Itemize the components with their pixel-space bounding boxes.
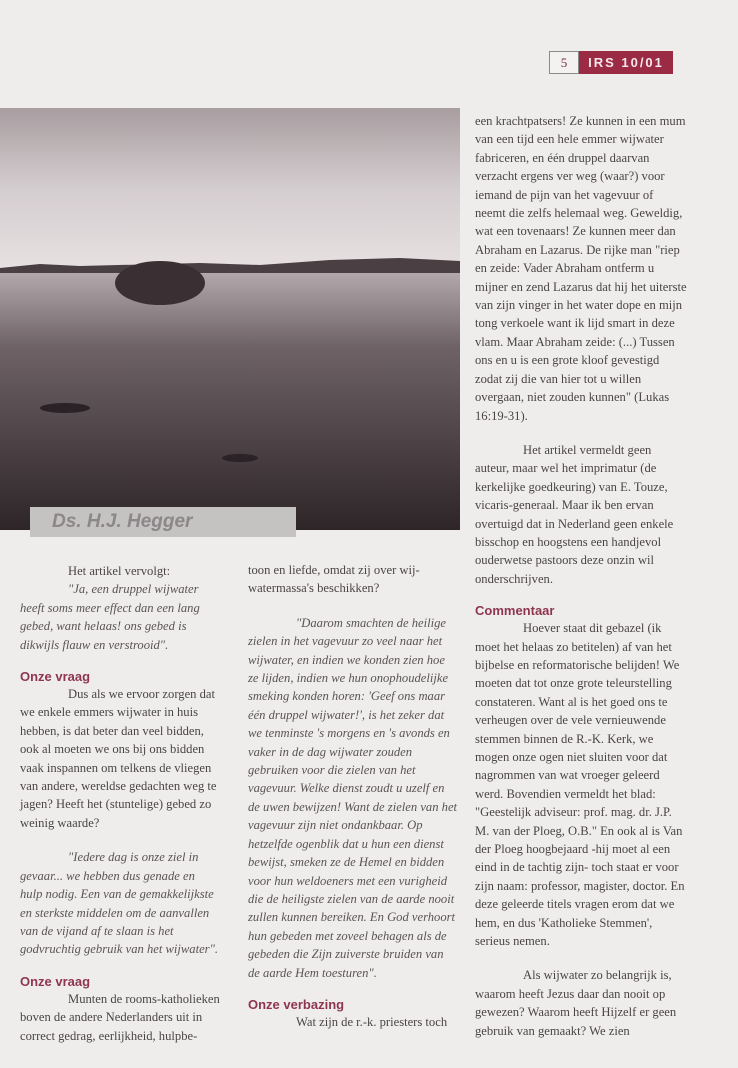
quote: "Daarom smachten de heilige zielen in het vagevuur zo veel naar het wijwater, en indien we konden zien hoe ze lijden, indien we hun onophoudelijke smeking konden horen: 'Geef ons maar één druppel wijwater!', is het zeker dat we tenminste 's morgens en 's avonds en vaker in de dag wijwater zouden gebruiken voor die zielen van het vagevuur. Welke dienst zoudt u uzelf en de uwen bewijzen! Want de zielen van het vagevuur zijn niet ondankbaar. Op hetzelfde ogenblik dat u hun een dienst bewijst, smeken ze de Hemel en bidden voor hun weldoeners met een vurigheid die de heiligste zielen van de aarde nooit zullen kunnen bereiken. En God verhoort hun gebeden met zoveel behagen als de gebeden die Zijn zuiverste bruiden van de aarde Hem toesturen". — [248, 615, 458, 980]
section-heading: Onze verbazing — [248, 996, 345, 1012]
column-right — [475, 112, 687, 1040]
photo-caption: Ds. H.J. Hegger — [30, 507, 296, 537]
paragraph: Het artikel vervolgt: — [68, 564, 171, 578]
paragraph: Hoever staat dit gebazel (ik moet het helaas zo betitelen) af van het bijbelse en reformatorische belijden! We moeten dat tot onze grote teleurstelling constateren. Want al is het goed ons te verheugen over de vele vernieuwende stemmen binnen de R.-K. Kerk, we mogen onze ogen niet sluiten voor dat nagrommen van wat vroeger geleerd werd. Bovendien vermeldt het blad: "Geestelijk adviseur: prof. mag. dr. J.P. M. van der Ploeg, O.B." En ook al is Van der Ploeg hoogbejaard -hij moet al een eind in de tachtig zijn- toch staat er voor zijn naam: professor, magister, doctor. En deze geleerde titels vragen erom dat we hem, en dus 'Katholieke Stemmen', serieus nemen. — [475, 621, 685, 949]
page-number: 5 — [549, 51, 579, 74]
paragraph: Munten de rooms-katholieken boven de andere Nederlanders uit in correct gedrag, eerlijkheid, hulpbe- — [20, 991, 220, 1043]
paragraph: Wat zijn de r.-k. priesters toch — [296, 1014, 448, 1029]
paragraph: Dus als we ervoor zorgen dat we enkele emmers wijwater in huis hebben, is dat beter dan veel bidden, ook al moeten we ons bij ons bidden vaak inspannen om telkens de vliegen van andere, wereldse gedachten weg te jagen? Heeft het (stuntelige) gebed zo weinig waarde? — [20, 687, 217, 830]
flood-landscape-photo — [0, 108, 460, 530]
section-heading: Onze vraag — [20, 669, 91, 685]
section-heading: Onze vraag — [20, 973, 91, 989]
paragraph: toon en liefde, omdat zij over wij-watermassa's beschikken? — [248, 563, 420, 596]
section-heading: Commentaar — [475, 603, 555, 619]
issue-label: IRS 10/01 — [579, 51, 673, 74]
page-header — [549, 51, 673, 74]
paragraph: een krachtpatsers! Ze kunnen in een mum van een tijd een hele emmer wijwater fabriceren, en één druppel daarvan verzacht ergens ver weg (waar?) voor iemand de pijn van het vagevuur of neemt die zelfs helemaal weg. Geweldig, wat een tovenaars! Ze kunnen meer dan Abraham en Lazarus. De rijke man "riep en zeide: Vader Abraham ontferm u mijner en zend Lazarus dat hij het uiterste van zijn vinger in het water dope en mijn tong verkoele want ik lijd smart in deze vlam. Maar Abraham zeide: (...) Tussen ons en u is een grote kloof gevestigd zodat zij die van hier tot u willen overgaan, niet zouden kunnen" (Lukas 16:19-31). — [475, 114, 687, 423]
paragraph: Als wijwater zo belangrijk is, waarom heeft Jezus daar dan nooit op gewezen? Waarom heeft Hijzelf er geen gebruik van gemaakt? We zien — [475, 968, 677, 1038]
column-left — [20, 562, 220, 1045]
quote: "Iedere dag is onze ziel in gevaar... we hebben dus genade en hulp nodig. Een van de gemakkelijkste en sterkste middelen om de aanvallen van de vijand af te slaan is het godvruchtig gebruik van het wijwater". — [20, 850, 219, 957]
column-middle — [248, 561, 458, 1031]
paragraph: Het artikel vermeldt geen auteur, maar wel het imprimatur (de kerkelijke goedkeuring) van E. Touze, vicaris-generaal. Maar ik ben ervan overtuigd dat in Nederland geen enkele bisschop en hoogstens een handjevol ouderwetse pastoors deze onzin wil onderschrijven. — [475, 442, 674, 586]
quote: "Ja, een druppel wijwater heeft soms meer effect dan een lang gebed, want helaas! ons gebed is dikwijls flauw en verstrooid". — [20, 582, 200, 652]
